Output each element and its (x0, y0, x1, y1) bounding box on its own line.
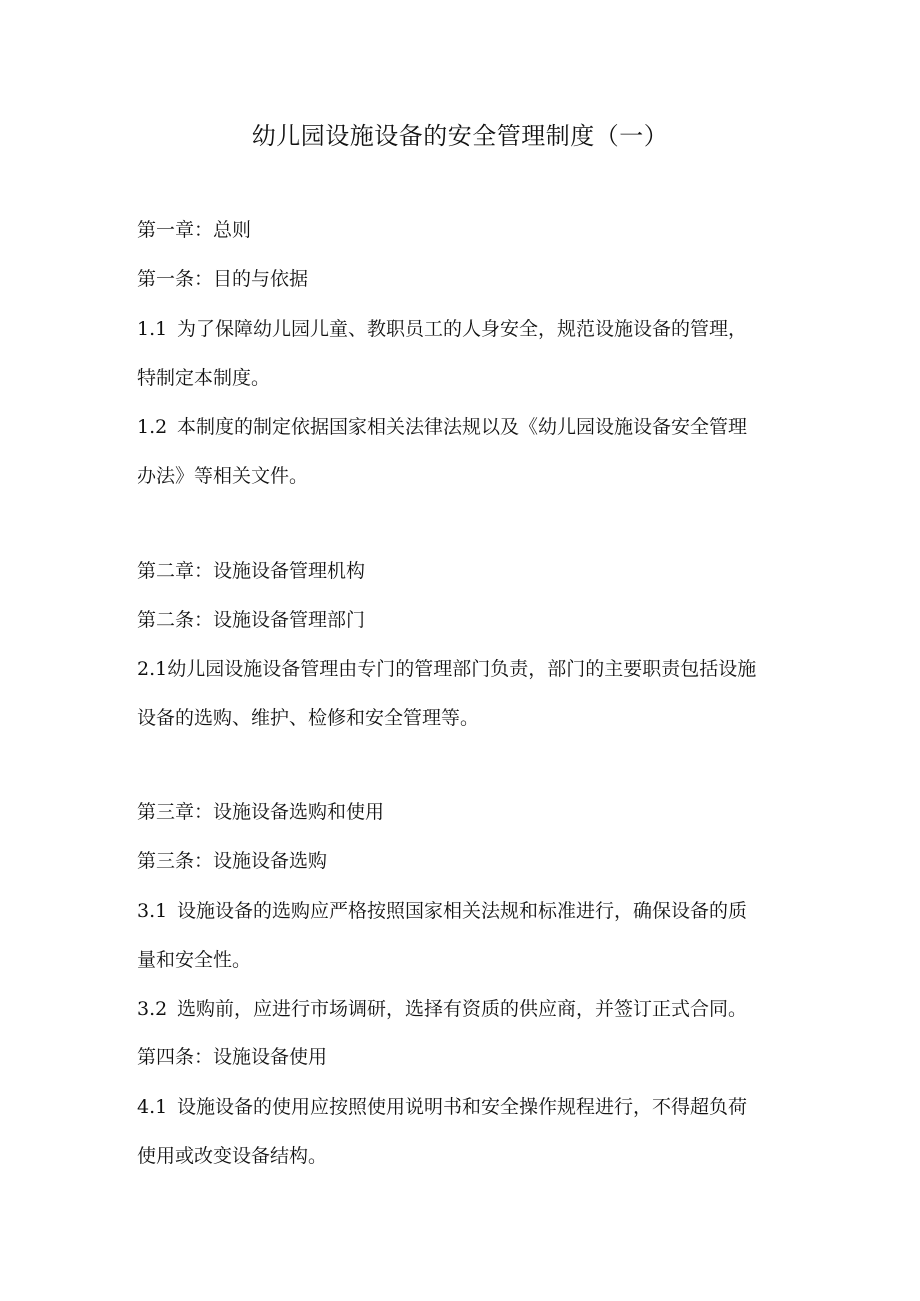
clause-line (137, 315, 787, 343)
clause-number: 3.1 (137, 900, 168, 922)
line-text: 第三条：设施设备选购 (137, 850, 328, 872)
clause-line (137, 413, 787, 441)
clause-number: 1.2 (137, 416, 168, 438)
line-text: 设施设备的使用应按照使用说明书和安全操作规程进行，不得超负荷 (177, 1096, 748, 1118)
line-text: 第一条：目的与依据 (137, 268, 309, 290)
article-heading (137, 265, 787, 293)
clause-continuation (137, 1142, 787, 1170)
chapter-heading (137, 557, 787, 585)
article-heading (137, 847, 787, 875)
line-text: 本制度的制定依据国家相关法律法规以及《幼儿园设施设备安全管理 (177, 416, 748, 438)
clause-continuation (137, 946, 787, 974)
article-heading (137, 1043, 787, 1071)
clause-line (137, 897, 787, 925)
document-title: 幼儿园设施设备的安全管理制度（一） (251, 122, 669, 150)
clause-continuation (137, 462, 787, 490)
line-text: 设备的选购、维护、检修和安全管理等。 (137, 707, 480, 729)
line-text: 量和安全性。 (137, 949, 252, 971)
line-text: 第二条：设施设备管理部门 (137, 609, 366, 631)
article-heading (137, 606, 787, 634)
clause-number: 3.2 (137, 998, 168, 1020)
line-text: 第一章：总则 (137, 219, 252, 241)
line-text: 为了保障幼儿园儿童、教职员工的人身安全，规范设施设备的管理， (177, 318, 748, 340)
line-text: 第四条：设施设备使用 (137, 1046, 328, 1068)
line-text: 办法》等相关文件。 (137, 465, 309, 487)
line-text: 第三章：设施设备选购和使用 (137, 801, 385, 823)
line-text: 使用或改变设备结构。 (137, 1145, 328, 1167)
line-text: 2.1幼儿园设施设备管理由专门的管理部门负责，部门的主要职责包括设施 (137, 658, 757, 680)
line-text: 选购前，应进行市场调研，选择有资质的供应商，并签订正式合同。 (177, 998, 748, 1020)
clause-line (137, 995, 787, 1023)
chapter-heading (137, 216, 787, 244)
clause-continuation (137, 364, 787, 392)
clause-number: 4.1 (137, 1096, 168, 1118)
line-text: 设施设备的选购应严格按照国家相关法规和标准进行，确保设备的质 (177, 900, 748, 922)
chapter-heading (137, 798, 787, 826)
clause-line (137, 1093, 787, 1121)
line-text: 第二章：设施设备管理机构 (137, 560, 366, 582)
clause-continuation (137, 704, 787, 732)
line-text: 特制定本制度。 (137, 367, 271, 389)
clause-number: 1.1 (137, 318, 168, 340)
clause-line (137, 655, 787, 683)
